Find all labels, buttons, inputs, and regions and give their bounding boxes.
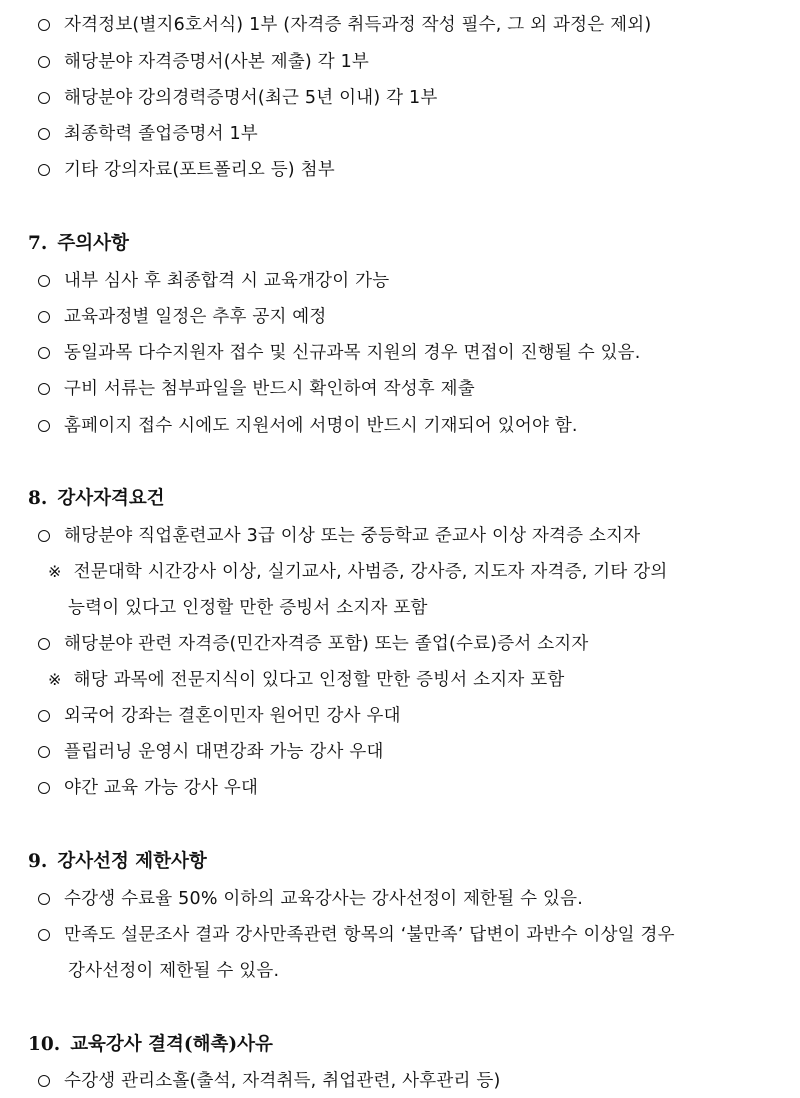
circle-bullet-icon [38,347,50,359]
section-title: 강사선정 제한사항 [57,851,207,872]
circle-bullet-icon [38,638,50,650]
circle-bullet-icon [38,530,50,542]
circle-bullet-icon [38,782,50,794]
list-item-text: 자격정보(별지6호서식) 1부 (자격증 취득과정 작성 필수, 그 외 과정은 제외) [64,15,652,35]
docs-list-item [38,155,335,185]
section-heading-qualifications [28,483,165,515]
list-item-text: 동일과목 다수지원자 접수 및 신규과목 지원의 경우 면접이 진행될 수 있음. [64,343,641,363]
section-number: 9. [28,851,48,872]
qualification-item [38,629,589,659]
circle-bullet-icon [38,710,50,722]
circle-bullet-icon [38,311,50,323]
circle-bullet-icon [38,383,50,395]
circle-bullet-icon [38,128,50,140]
list-item-text: 내부 심사 후 최종합격 시 교육개강이 가능 [64,271,390,291]
reference-mark-icon: ※ [48,562,62,581]
section-number: 7. [28,233,48,254]
circle-bullet-icon [38,19,50,31]
circle-bullet-icon [38,1075,50,1087]
list-item-text: 야간 교육 가능 강사 우대 [64,778,259,798]
precaution-item [38,302,327,332]
reference-mark-icon: ※ [48,670,62,689]
qualification-item [38,773,258,803]
qualification-item [38,737,384,767]
note-line [48,557,667,587]
docs-list-item [38,83,437,113]
precaution-item [38,338,641,368]
section-heading-selection-limits [28,846,207,878]
list-item-text: 만족도 설문조사 결과 강사만족관련 항목의 ‘불만족’ 답변이 과반수 이상일 경우 [64,925,675,945]
qualification-item [38,521,640,551]
note-text: 전문대학 시간강사 이상, 실기교사, 사범증, 강사증, 지도자 자격증, 기타 강의 [73,562,668,582]
note-text: 해당 과목에 전문지식이 있다고 인정할 만한 증빙서 소지자 포함 [73,670,565,690]
note-text: 능력이 있다고 인정할 만한 증빙서 소지자 포함 [68,598,428,618]
list-item-text: 구비 서류는 첨부파일을 반드시 확인하여 작성후 제출 [64,379,475,399]
list-item-text: 수강생 관리소홀(출석, 자격취득, 취업관련, 사후관리 등) [64,1071,501,1091]
list-item-text: 외국어 강좌는 결혼이민자 원어민 강사 우대 [64,706,401,726]
circle-bullet-icon [38,420,50,432]
circle-bullet-icon [38,275,50,287]
list-item-text: 해당분야 자격증명서(사본 제출) 각 1부 [64,52,370,72]
section-number: 10. [28,1034,61,1055]
section-title: 교육강사 결격(해촉)사유 [70,1034,273,1055]
section-heading-disqualification [28,1029,273,1061]
limit-item-continuation [68,956,279,986]
precaution-item [38,374,475,404]
list-item-text: 해당분야 관련 자격증(민간자격증 포함) 또는 졸업(수료)증서 소지자 [64,634,589,654]
circle-bullet-icon [38,92,50,104]
circle-bullet-icon [38,893,50,905]
note-line [48,665,564,695]
section-number: 8. [28,488,48,509]
list-item-text: 교육과정별 일정은 추후 공지 예정 [64,307,327,327]
list-item-text: 기타 강의자료(포트폴리오 등) 첨부 [64,160,335,180]
list-item-text: 해당분야 강의경력증명서(최근 5년 이내) 각 1부 [64,88,438,108]
list-item-text: 해당분야 직업훈련교사 3급 이상 또는 중등학교 준교사 이상 자격증 소지자 [64,526,641,546]
section-title: 강사자격요건 [57,488,165,509]
circle-bullet-icon [38,746,50,758]
list-item-text: 홈페이지 접수 시에도 지원서에 서명이 반드시 기재되어 있어야 함. [64,416,578,436]
circle-bullet-icon [38,929,50,941]
circle-bullet-icon [38,56,50,68]
docs-list-item [38,10,651,40]
list-item-text: 수강생 수료율 50% 이하의 교육강사는 강사선정이 제한될 수 있음. [64,889,583,909]
precaution-item [38,266,389,296]
docs-list-item [38,47,369,77]
list-item-text: 플립러닝 운영시 대면강좌 가능 강사 우대 [64,742,384,762]
section-heading-precautions [28,228,129,260]
list-item-text: 최종학력 졸업증명서 1부 [64,124,258,144]
limit-item [38,884,583,914]
section-title: 주의사항 [57,233,129,254]
docs-list-item [38,119,258,149]
limit-item [38,920,675,950]
disqualification-item [38,1066,500,1096]
qualification-item [38,701,401,731]
list-item-text: 강사선정이 제한될 수 있음. [68,961,280,981]
circle-bullet-icon [38,164,50,176]
precaution-item [38,411,578,441]
note-continuation [68,593,428,623]
